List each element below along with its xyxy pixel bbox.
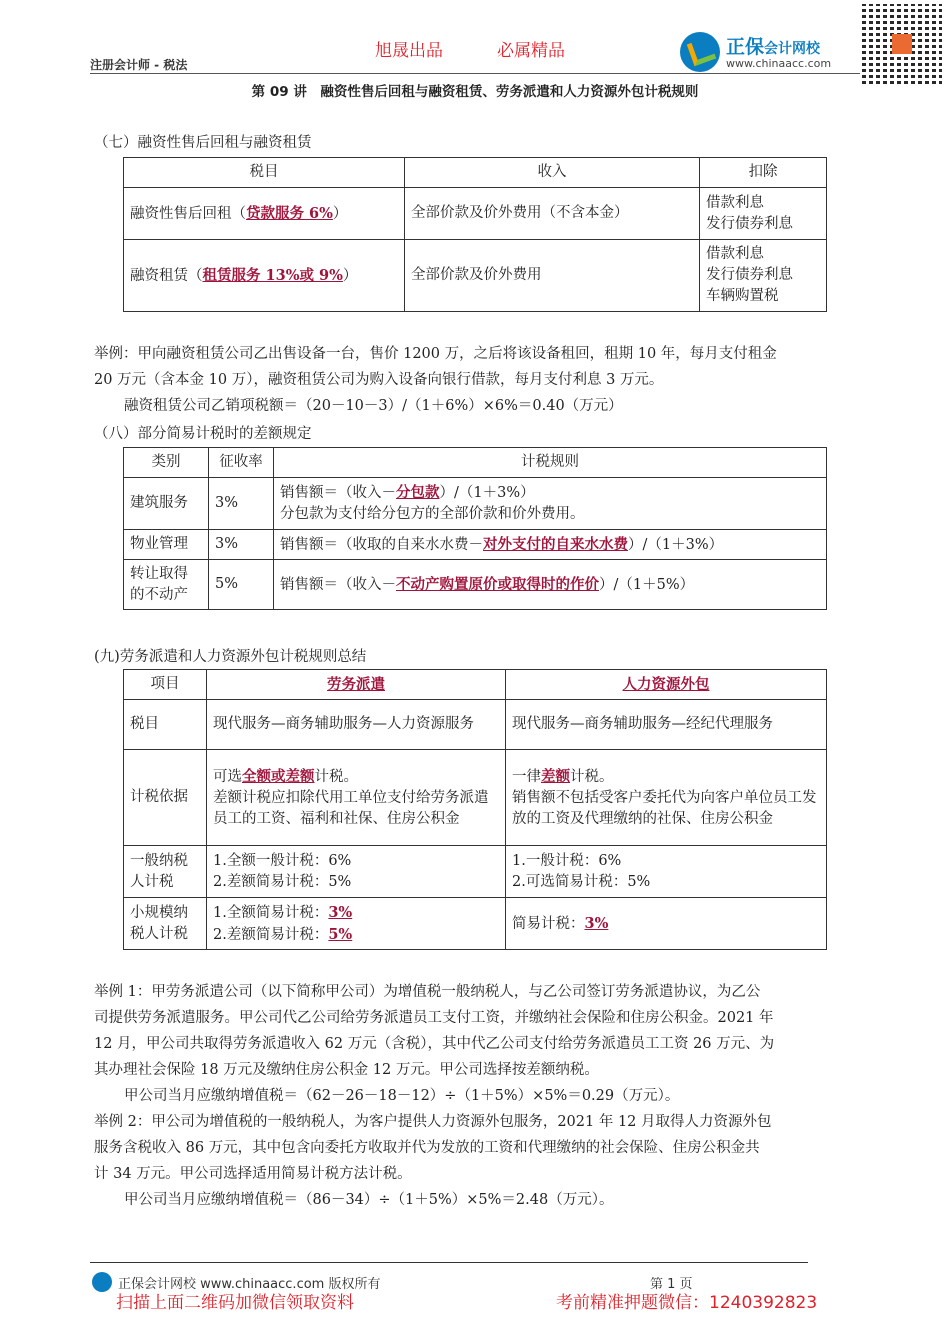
- section9-table: [123, 669, 827, 950]
- example2-line1: 举例 2：甲公司为增值税的一般纳税人，为客户提供人力资源外包服务，2021 年 12 月取得人力资源外包: [94, 1114, 772, 1130]
- highlight-term: 租赁服务 13%或 9%: [202, 266, 343, 284]
- highlight-term: 不动产购置原价或取得时的作价: [396, 575, 599, 593]
- highlight-term: 分包款: [396, 484, 440, 501]
- example2-line2: 服务含税收入 86 万元，其中包含向委托方收取并代为发放的工资和代理缴纳的社会保险、住房公积金共: [94, 1140, 760, 1156]
- logo-mark-icon: [680, 32, 720, 72]
- example2-calc: 甲公司当月应缴纳增值税＝（86－34）÷（1＋5%）×5%＝2.48（万元）。: [124, 1192, 614, 1208]
- section7-title: （七）融资性售后回租与融资租赁: [94, 135, 312, 151]
- highlight-term: 贷款服务 6%: [246, 204, 333, 222]
- table-row: 转让取得的不动产 5% 销售额＝（收入－不动产购置原价或取得时的作价）/（1＋5%）: [124, 560, 827, 610]
- qr-code-icon[interactable]: [862, 4, 942, 84]
- example1-line1: 举例 1：甲劳务派遣公司（以下简称甲公司）为增值税一般纳税人，与乙公司签订劳务派遣协议，为乙公: [94, 984, 761, 1000]
- table-row: 税目 现代服务—商务辅助服务—人力资源服务 现代服务—商务辅助服务—经纪代理服务: [124, 700, 827, 750]
- highlight-term: 全额或差额: [242, 767, 315, 785]
- course-name: 注册会计师 - 税法: [90, 58, 188, 72]
- example1-line2: 司提供劳务派遣服务。甲公司代乙公司给劳务派遣员工支付工资，并缴纳社会保险和住房公积金。2021 年: [94, 1010, 774, 1026]
- table-row: 小规模纳税人计税 1.全额简易计税：3% 2.差额简易计税：5% 简易计税：3%: [124, 898, 827, 950]
- promo-right: 考前精准押题微信：1240392823: [556, 1293, 818, 1313]
- example1-calc: 甲公司当月应缴纳增值税＝（62－26－18－12）÷（1＋5%）×5%＝0.29（万元）。: [124, 1088, 680, 1104]
- highlight-term: 对外支付的自来水水费: [483, 535, 628, 553]
- s9-header-outsourcing: 人力资源外包: [622, 675, 710, 693]
- section7-table: [123, 157, 827, 312]
- table-row: 建筑服务 3% 销售额＝（收入－分包款）/（1＋3%） 分包款为支付给分包方的全部价款和价外费用。: [124, 478, 827, 530]
- logo-sub: 会计网校: [764, 41, 821, 57]
- example1-line4: 其办理社会保险 18 万元及缴纳住房公积金 12 万元。甲公司选择按差额纳税。: [94, 1062, 599, 1078]
- s9-header-dispatch: 劳务派遣: [327, 675, 385, 693]
- page-number: 第 1 页: [650, 1277, 693, 1292]
- chinaacc-logo[interactable]: [680, 30, 860, 76]
- highlight-term: 差额: [541, 767, 570, 785]
- section8-title: （八）部分简易计税时的差额规定: [94, 426, 312, 442]
- logo-url: www.chinaacc.com: [726, 57, 832, 70]
- example1-line3: 12 月，甲公司共取得劳务派遣收入 62 万元（含税），其中代乙公司支付给劳务派遣员工工资 26 万元、为: [94, 1036, 775, 1052]
- qr-badge-icon: [892, 34, 912, 54]
- s8-header-rate: 征收率: [209, 448, 274, 478]
- footer-copyright: 正保会计网校 www.chinaacc.com 版权所有: [118, 1277, 381, 1292]
- section9-title: (九)劳务派遣和人力资源外包计税规则总结: [94, 649, 367, 665]
- section8-table: [123, 447, 827, 610]
- lecture-title: 第 09 讲 融资性售后回租与融资租赁、劳务派遣和人力资源外包计税规则: [251, 84, 699, 100]
- table-row: 融资租赁（租赁服务 13%或 9%） 全部价款及价外费用 借款利息 发行债券利息 车辆购置税: [124, 240, 827, 312]
- s7-example-calc: 融资租赁公司乙销项税额＝（20－10－3）/（1＋6%）×6%＝0.40（万元）: [124, 398, 623, 414]
- s7-header-income: 收入: [405, 158, 700, 188]
- highlight-term: 5%: [328, 925, 353, 943]
- brand-right-slogan: 必属精品: [497, 41, 565, 61]
- table-row: 融资性售后回租（贷款服务 6%） 全部价款及价外费用（不含本金） 借款利息 发行债券利息: [124, 188, 827, 240]
- s9-header-item: 项目: [124, 670, 207, 700]
- logo-main: 正保: [726, 36, 765, 58]
- s8-header-category: 类别: [124, 448, 209, 478]
- brand-left-slogan: 旭晟出品: [375, 41, 443, 61]
- footer-logo-icon: [92, 1272, 112, 1292]
- s7-example-line2: 20 万元（含本金 10 万），融资租赁公司为购入设备向银行借款，每月支付利息 3 万元。: [94, 372, 664, 388]
- highlight-term: 3%: [584, 914, 609, 932]
- footer-divider: [90, 1262, 808, 1263]
- example2-line3: 计 34 万元。甲公司选择适用简易计税方法计税。: [94, 1166, 412, 1182]
- highlight-term: 3%: [328, 903, 353, 921]
- table-row: 计税依据 可选全额或差额计税。 差额计税应扣除代用工单位支付给劳务派遣员工的工资、福利和社保、住房公积金 一律差额计税。 销售额不包括受客户委托代为向客户单位员工发放的工资及代理缴纳的社保、住房公积金: [124, 750, 827, 846]
- s7-header-item: 税目: [124, 158, 405, 188]
- s8-header-rule: 计税规则: [274, 448, 827, 478]
- promo-left: 扫描上面二维码加微信领取资料: [116, 1293, 354, 1313]
- table-row: 物业管理 3% 销售额＝（收取的自来水水费－对外支付的自来水水费）/（1＋3%）: [124, 530, 827, 560]
- s7-header-deduct: 扣除: [700, 158, 827, 188]
- table-row: 一般纳税人计税 1.全额一般计税：6% 2.差额简易计税：5% 1.一般计税：6% 2.可选简易计税：5%: [124, 846, 827, 898]
- s7-example-line1: 举例：甲向融资租赁公司乙出售设备一台，售价 1200 万，之后将该设备租回，租期 10 年，每月支付租金: [94, 346, 777, 362]
